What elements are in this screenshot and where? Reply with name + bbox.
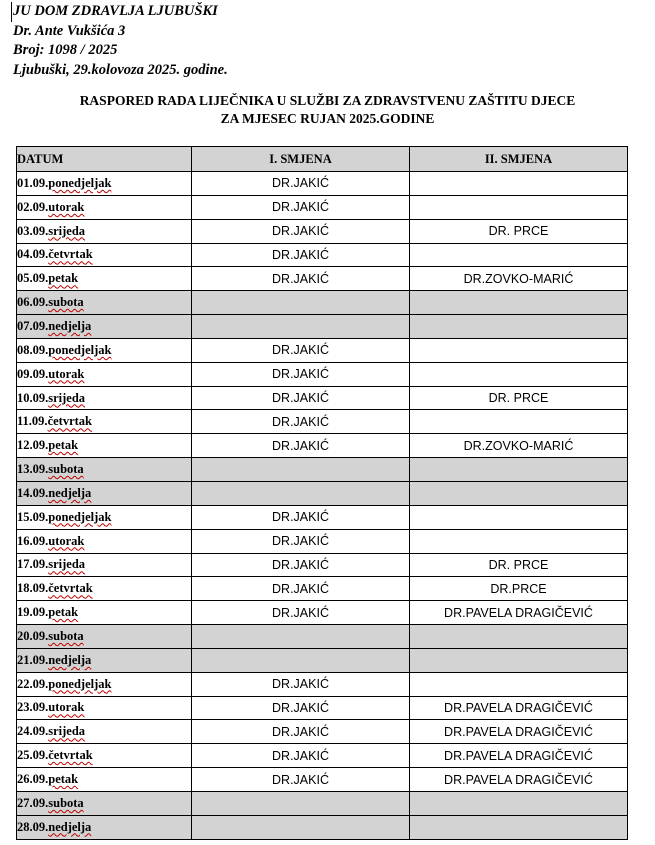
shift-2-cell	[410, 362, 628, 386]
table-row	[17, 434, 628, 458]
date-cell	[17, 458, 192, 482]
weekday-name: ponedjeljak	[48, 175, 112, 190]
weekday-name: srijeda	[48, 557, 86, 572]
weekday-name: petak	[48, 438, 79, 453]
weekday-name: utorak	[48, 199, 85, 214]
weekday-name: nedjelja	[48, 819, 92, 834]
shift-1-cell: DR.JAKIĆ	[192, 362, 410, 386]
date-cell	[17, 768, 192, 792]
weekday-name: ponedjeljak	[48, 676, 112, 691]
shift-1-cell	[192, 815, 410, 839]
date-cell	[17, 195, 192, 219]
date-cell	[17, 481, 192, 505]
date-value: 03.09.	[17, 223, 49, 238]
schedule-table	[16, 146, 628, 840]
date-value: 05.09.	[17, 271, 49, 286]
weekday-name: utorak	[48, 366, 85, 381]
date-value: 26.09.	[17, 772, 49, 787]
title-line-2: ZA MJESEC RUJAN 2025.GODINE	[220, 111, 435, 126]
shift-1-cell	[192, 315, 410, 339]
date-cell	[17, 243, 192, 267]
institution-name: JU DOM ZDRAVLJA LJUBUŠKI	[11, 2, 228, 22]
weekday-name: četvrtak	[47, 414, 92, 429]
date-value: 27.09.	[17, 795, 49, 810]
shift-2-cell	[410, 648, 628, 672]
shift-2-cell	[410, 815, 628, 839]
shift-1-cell	[192, 791, 410, 815]
column-header-shift-1: I. SMJENA	[192, 147, 410, 172]
shift-1-cell: DR.JAKIĆ	[192, 172, 410, 196]
column-header-date: DATUM	[17, 147, 192, 172]
table-row	[17, 458, 628, 482]
table-row	[17, 601, 628, 625]
shift-2-cell: DR. PRCE	[410, 386, 628, 410]
shift-2-cell: DR.PAVELA DRAGIČEVIĆ	[410, 601, 628, 625]
shift-2-cell	[410, 338, 628, 362]
table-row	[17, 553, 628, 577]
date-value: 17.09.	[17, 557, 49, 572]
shift-2-cell: DR. PRCE	[410, 219, 628, 243]
shift-2-cell	[410, 195, 628, 219]
date-cell	[17, 744, 192, 768]
table-row	[17, 315, 628, 339]
date-value: 28.09.	[17, 819, 49, 834]
shift-2-cell: DR.PAVELA DRAGIČEVIĆ	[410, 768, 628, 792]
shift-2-cell	[410, 791, 628, 815]
weekday-name: utorak	[48, 533, 85, 548]
date-value: 23.09.	[17, 700, 49, 715]
table-row	[17, 577, 628, 601]
weekday-name: nedjelja	[48, 318, 92, 333]
shift-1-cell	[192, 625, 410, 649]
weekday-name: subota	[48, 628, 84, 643]
table-row	[17, 744, 628, 768]
weekday-name: ponedjeljak	[48, 342, 112, 357]
weekday-name: subota	[48, 795, 84, 810]
date-value: 25.09.	[17, 748, 49, 763]
date-value: 20.09.	[17, 628, 49, 643]
table-row	[17, 505, 628, 529]
shift-1-cell: DR.JAKIĆ	[192, 553, 410, 577]
table-row	[17, 648, 628, 672]
shift-2-cell	[410, 625, 628, 649]
institution-address: Dr. Ante Vukšića 3	[13, 22, 126, 39]
shift-1-cell: DR.JAKIĆ	[192, 243, 410, 267]
date-value: 24.09.	[17, 724, 49, 739]
weekday-name: nedjelja	[48, 652, 92, 667]
place-and-date: Ljubuški, 29.kolovoza 2025. godine.	[13, 61, 228, 78]
table-header-row	[17, 147, 628, 172]
table-row	[17, 815, 628, 839]
shift-1-cell: DR.JAKIĆ	[192, 267, 410, 291]
shift-2-cell	[410, 172, 628, 196]
shift-1-cell: DR.JAKIĆ	[192, 672, 410, 696]
weekday-name: ponedjeljak	[48, 509, 112, 524]
table-row	[17, 720, 628, 744]
weekday-name: petak	[48, 605, 79, 620]
shift-1-cell: DR.JAKIĆ	[192, 601, 410, 625]
shift-2-cell	[410, 672, 628, 696]
shift-2-cell: DR.ZOVKO-MARIĆ	[410, 434, 628, 458]
date-cell	[17, 434, 192, 458]
shift-2-cell	[410, 529, 628, 553]
date-value: 16.09.	[17, 533, 49, 548]
shift-2-cell	[410, 291, 628, 315]
date-cell	[17, 529, 192, 553]
table-row	[17, 219, 628, 243]
date-value: 07.09.	[17, 318, 49, 333]
table-row	[17, 172, 628, 196]
date-value: 08.09.	[17, 342, 49, 357]
shift-2-cell: DR.PAVELA DRAGIČEVIĆ	[410, 720, 628, 744]
shift-1-cell: DR.JAKIĆ	[192, 338, 410, 362]
shift-2-cell: DR.PRCE	[410, 577, 628, 601]
date-cell	[17, 386, 192, 410]
date-cell	[17, 219, 192, 243]
date-cell	[17, 720, 192, 744]
shift-1-cell: DR.JAKIĆ	[192, 195, 410, 219]
weekday-name: srijeda	[48, 390, 86, 405]
shift-1-cell	[192, 458, 410, 482]
table-row	[17, 291, 628, 315]
date-value: 14.09.	[17, 485, 49, 500]
shift-1-cell: DR.JAKIĆ	[192, 505, 410, 529]
shift-2-cell	[410, 481, 628, 505]
title-line-1: RASPORED RADA LIJEČNIKA U SLUŽBI ZA ZDRAVSTVENU ZAŠTITU DJECE	[79, 93, 576, 108]
weekday-name: nedjelja	[48, 485, 92, 500]
shift-1-cell	[192, 481, 410, 505]
shift-2-cell	[410, 315, 628, 339]
date-cell	[17, 625, 192, 649]
table-row	[17, 362, 628, 386]
date-value: 22.09.	[17, 676, 49, 691]
shift-2-cell: DR.PAVELA DRAGIČEVIĆ	[410, 744, 628, 768]
date-value: 09.09.	[17, 366, 49, 381]
date-cell	[17, 648, 192, 672]
date-value: 13.09.	[17, 462, 49, 477]
table-row	[17, 386, 628, 410]
date-cell	[17, 410, 192, 434]
shift-2-cell	[410, 243, 628, 267]
weekday-name: utorak	[48, 700, 85, 715]
shift-1-cell: DR.JAKIĆ	[192, 768, 410, 792]
date-cell	[17, 815, 192, 839]
date-cell	[17, 791, 192, 815]
weekday-name: petak	[48, 772, 79, 787]
table-row	[17, 195, 628, 219]
shift-1-cell: DR.JAKIĆ	[192, 577, 410, 601]
table-row	[17, 791, 628, 815]
date-cell	[17, 315, 192, 339]
shift-2-cell	[410, 410, 628, 434]
date-cell	[17, 362, 192, 386]
weekday-name: četvrtak	[48, 748, 93, 763]
table-row	[17, 696, 628, 720]
date-cell	[17, 505, 192, 529]
weekday-name: četvrtak	[48, 581, 93, 596]
schedule-body	[17, 172, 628, 840]
table-row	[17, 338, 628, 362]
shift-1-cell: DR.JAKIĆ	[192, 720, 410, 744]
shift-1-cell: DR.JAKIĆ	[192, 529, 410, 553]
date-cell	[17, 553, 192, 577]
weekday-name: četvrtak	[48, 247, 93, 262]
shift-1-cell: DR.JAKIĆ	[192, 744, 410, 768]
shift-1-cell: DR.JAKIĆ	[192, 434, 410, 458]
shift-1-cell: DR.JAKIĆ	[192, 386, 410, 410]
weekday-name: subota	[48, 462, 84, 477]
document-number: Broj: 1098 / 2025	[13, 42, 118, 58]
table-row	[17, 410, 628, 434]
date-value: 11.09.	[17, 414, 48, 429]
document-header	[13, 2, 228, 80]
date-cell	[17, 267, 192, 291]
table-row	[17, 768, 628, 792]
date-value: 04.09.	[17, 247, 49, 262]
shift-2-cell	[410, 458, 628, 482]
shift-1-cell: DR.JAKIĆ	[192, 696, 410, 720]
date-cell	[17, 601, 192, 625]
date-value: 19.09.	[17, 605, 49, 620]
column-header-shift-2: II. SMJENA	[410, 147, 628, 172]
table-row	[17, 243, 628, 267]
shift-2-cell	[410, 505, 628, 529]
table-row	[17, 672, 628, 696]
date-cell	[17, 291, 192, 315]
date-cell	[17, 172, 192, 196]
table-row	[17, 267, 628, 291]
shift-1-cell: DR.JAKIĆ	[192, 219, 410, 243]
weekday-name: srijeda	[48, 724, 86, 739]
date-value: 01.09.	[17, 175, 49, 190]
date-value: 18.09.	[17, 581, 49, 596]
shift-1-cell: DR.JAKIĆ	[192, 410, 410, 434]
table-row	[17, 625, 628, 649]
weekday-name: petak	[48, 271, 79, 286]
shift-2-cell: DR. PRCE	[410, 553, 628, 577]
table-row	[17, 481, 628, 505]
shift-2-cell: DR.ZOVKO-MARIĆ	[410, 267, 628, 291]
date-value: 10.09.	[17, 390, 49, 405]
date-value: 15.09.	[17, 509, 49, 524]
shift-1-cell	[192, 648, 410, 672]
date-cell	[17, 577, 192, 601]
date-value: 12.09.	[17, 438, 49, 453]
date-cell	[17, 338, 192, 362]
table-row	[17, 529, 628, 553]
date-value: 06.09.	[17, 295, 49, 310]
shift-1-cell	[192, 291, 410, 315]
date-cell	[17, 696, 192, 720]
shift-2-cell: DR.PAVELA DRAGIČEVIĆ	[410, 696, 628, 720]
date-value: 21.09.	[17, 652, 49, 667]
date-cell	[17, 672, 192, 696]
document-title	[0, 92, 655, 128]
date-value: 02.09.	[17, 199, 49, 214]
weekday-name: subota	[48, 295, 84, 310]
weekday-name: srijeda	[48, 223, 86, 238]
